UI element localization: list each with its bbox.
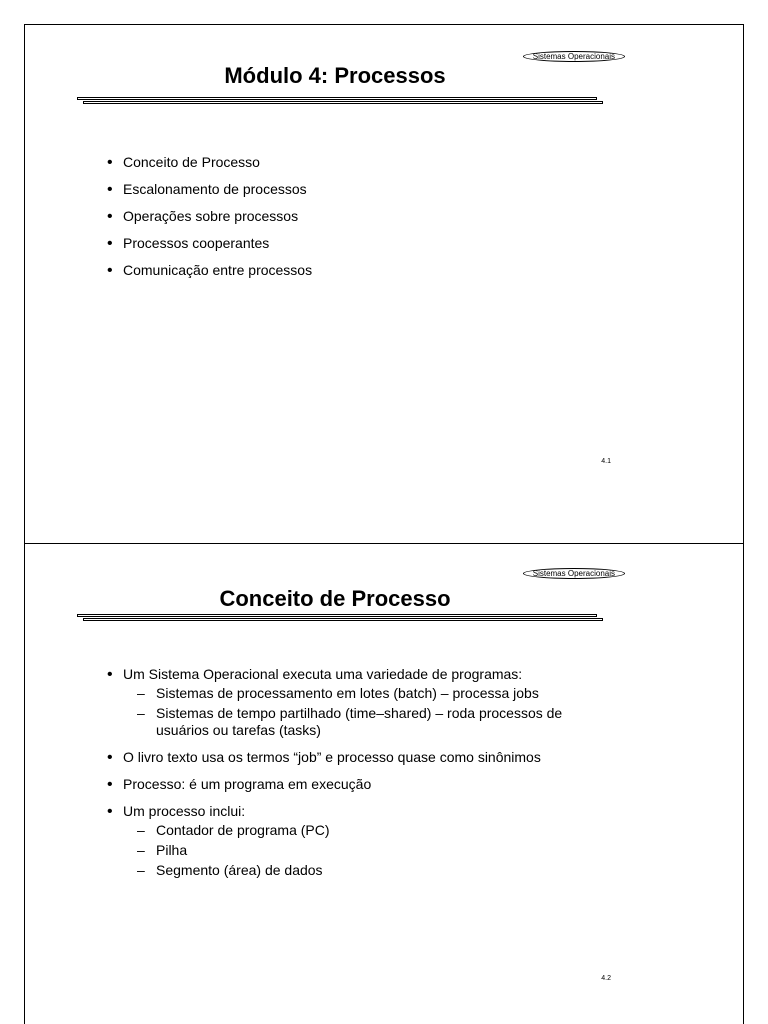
title-rule-shadow [83, 101, 603, 104]
title-rule [77, 97, 597, 100]
list-item [107, 749, 587, 766]
sub-list [123, 685, 587, 739]
list-item [107, 803, 587, 879]
sub-list-item: – Pilha [123, 842, 587, 859]
list-item: • Comunicação entre processos [107, 262, 587, 279]
course-badge: Sistemas Operacionais [523, 568, 625, 579]
page-number: 4.1 [601, 458, 611, 465]
slide-title: Conceito de Processo [219, 586, 451, 611]
slide-title: Módulo 4: Processos [224, 63, 446, 88]
course-badge: Sistemas Operacionais [523, 51, 625, 62]
page-number: 4.2 [601, 975, 611, 982]
sub-list-item: – Sistemas de processamento em lotes (batch) – processa jobs [123, 685, 587, 702]
sub-list-item: – Segmento (área) de dados [123, 862, 587, 879]
list-item: • Processos cooperantes [107, 235, 587, 252]
bullet-list [107, 666, 587, 889]
list-item [107, 776, 587, 793]
list-item-text: O livro texto usa os termos “job” e processo quase como sinônimos [123, 749, 541, 765]
list-item: • Conceito de Processo [107, 154, 587, 171]
bullet-list [107, 154, 587, 289]
slide-4-2 [24, 544, 744, 1024]
list-item-text: Processo: é um programa em execução [123, 776, 372, 792]
title-rule-shadow [83, 618, 603, 621]
list-item: • Escalonamento de processos [107, 181, 587, 198]
slide-4-1 [24, 24, 744, 544]
list-item [107, 666, 587, 739]
sub-list [123, 822, 587, 879]
list-item-text: Um Sistema Operacional executa uma variedade de programas: [123, 666, 523, 682]
list-item: • Operações sobre processos [107, 208, 587, 225]
title-rule [77, 614, 597, 617]
sub-list-item: – Sistemas de tempo partilhado (time–shared) – roda processos de usuários ou tarefas (tasks) [123, 705, 587, 739]
sub-list-item: – Contador de programa (PC) [123, 822, 587, 839]
list-item-text: Um processo inclui: [123, 803, 246, 819]
